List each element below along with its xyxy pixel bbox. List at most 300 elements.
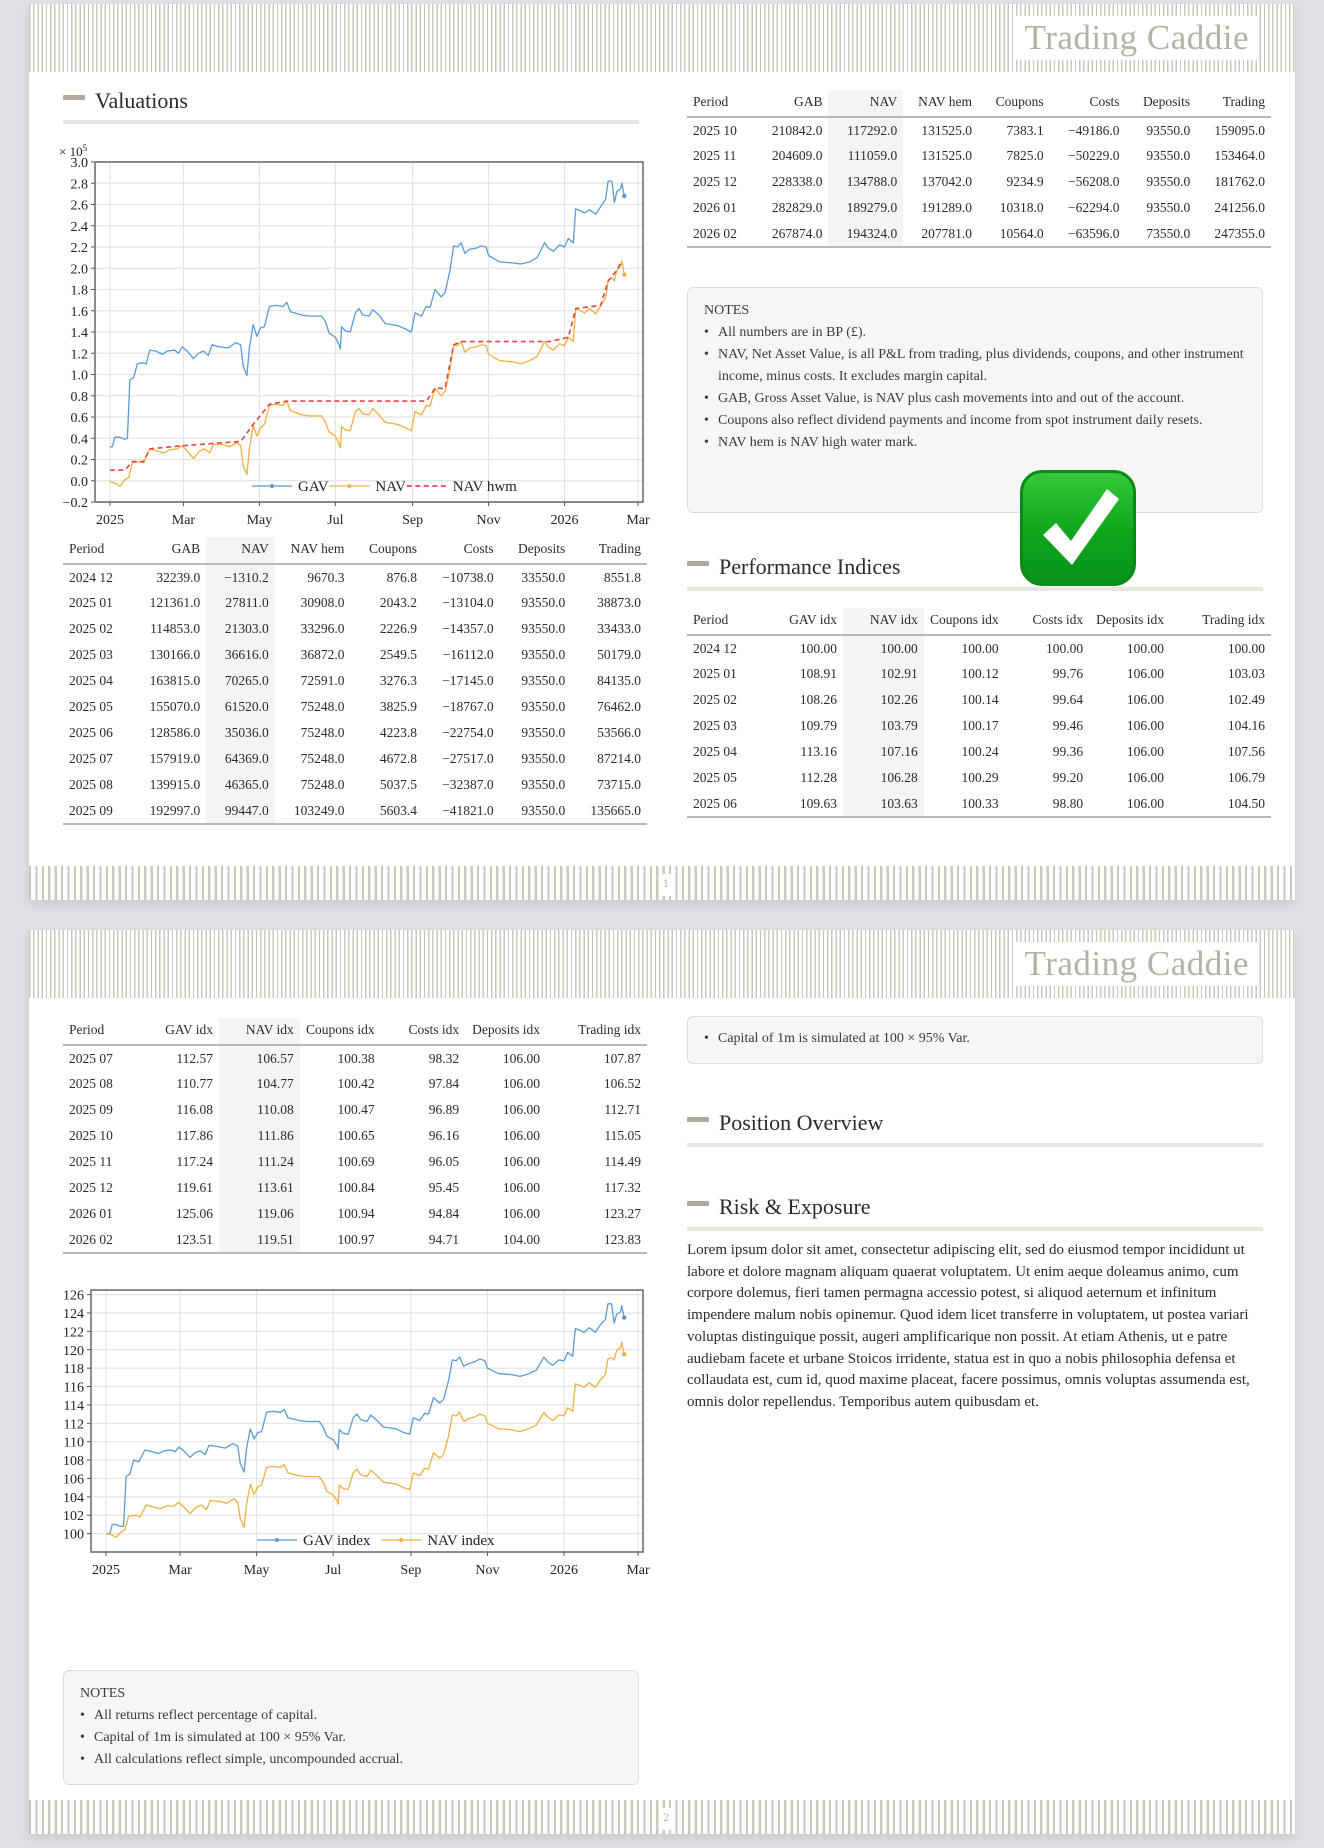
table-cell: 282829.0: [771, 200, 823, 215]
table-cell: −63596.0: [1067, 225, 1120, 241]
table-row: [63, 590, 647, 616]
table-header-row: [63, 1018, 647, 1045]
table-cell: 2025 01: [69, 595, 113, 610]
table-cell: 8551.8: [603, 569, 641, 585]
note-item: • All numbers are in BP (£).: [704, 322, 1246, 344]
table-cell: 163815.0: [149, 673, 201, 688]
column-header: Deposits idx: [1096, 612, 1164, 627]
table-cell: 104.16: [1227, 718, 1265, 733]
table-cell: 99.76: [1052, 666, 1084, 681]
table-cell: 106.00: [1126, 770, 1164, 785]
table-cell: 241256.0: [1214, 200, 1265, 215]
column-header: Costs: [463, 541, 494, 556]
section-heading-valuations: [63, 88, 663, 118]
table-cell: 36872.0: [300, 647, 345, 662]
table-row: [63, 798, 647, 824]
table-cell: 876.8: [386, 569, 417, 585]
table-cell: −32387.0: [442, 777, 494, 792]
table-cell: 159095.0: [1214, 122, 1265, 138]
legend-marker: [275, 1538, 279, 1542]
y-tick-label: 3.0: [70, 156, 88, 171]
y-tick-label: 122: [63, 1325, 84, 1341]
table-cell: 100.97: [337, 1231, 375, 1247]
table-cell: 33550.0: [521, 569, 566, 585]
y-tick-label: 2.0: [70, 262, 88, 278]
y-tick-label: 0.8: [70, 389, 88, 405]
column-header: Period: [693, 94, 729, 109]
table-cell: 207781.0: [921, 225, 972, 241]
table-cell: 2024 12: [693, 640, 737, 656]
x-tick-label: 2025: [92, 1563, 121, 1578]
table-cell: 119.51: [219, 1227, 300, 1253]
table-cell: 192997.0: [149, 802, 201, 818]
heading-dash-icon: [687, 1117, 709, 1122]
table-cell: 50179.0: [597, 647, 641, 662]
legend-label: NAV hwm: [452, 479, 517, 495]
y-tick-label: 114: [63, 1398, 84, 1414]
column-header: Costs idx: [408, 1022, 460, 1037]
table-cell: 2025 03: [693, 718, 737, 733]
section-heading-performance-indices: [687, 554, 1087, 584]
brand-title: Trading Caddie: [1015, 942, 1259, 986]
table-cell: 228338.0: [771, 174, 823, 189]
table-cell: 155070.0: [149, 699, 201, 714]
table-row: [63, 642, 647, 668]
table-cell: 114853.0: [150, 621, 201, 636]
table-cell: 157919.0: [149, 751, 201, 766]
section-title-text: Risk & Exposure: [719, 1194, 871, 1219]
table-row: [687, 661, 1271, 687]
table-cell: 75248.0: [300, 725, 345, 740]
table-cell: 2043.2: [379, 595, 417, 610]
table-cell: 100.24: [961, 744, 999, 759]
column-header: GAV idx: [789, 612, 838, 627]
column-header: NAV idx: [219, 1018, 300, 1045]
table-cell: 106.00: [502, 1206, 540, 1221]
table-cell: 94.84: [428, 1206, 460, 1221]
table-cell: 99.36: [1052, 744, 1084, 759]
section-heading-risk-exposure: [687, 1194, 1087, 1224]
table-cell: 2026 01: [69, 1206, 113, 1221]
table-cell: 2025 12: [69, 1180, 113, 1195]
x-tick-label: Mar: [626, 1563, 650, 1578]
x-tick-label: May: [243, 1563, 270, 1578]
table-cell: 2549.5: [379, 647, 417, 662]
column-header: NAV hem: [290, 541, 345, 556]
table-cell: 189279.0: [828, 195, 903, 221]
table-cell: 100.33: [961, 795, 999, 811]
table-cell: 72591.0: [300, 673, 345, 688]
x-tick-label: Mar: [168, 1563, 192, 1578]
table-cell: 2025 02: [69, 621, 113, 636]
table-cell: 106.00: [502, 1128, 540, 1143]
table-cell: 93550.0: [521, 699, 566, 714]
y-tick-label: −0.2: [62, 496, 88, 511]
column-header: NAV hem: [918, 94, 972, 109]
table-cell: 4223.8: [379, 725, 417, 740]
table-cell: −27517.0: [442, 751, 494, 766]
table-cell: 100.14: [961, 692, 999, 707]
table-cell: 102.91: [843, 661, 924, 687]
table-cell: 73715.0: [597, 777, 641, 792]
x-tick-label: 2026: [549, 1563, 578, 1578]
section-title-text: Valuations: [95, 88, 188, 113]
section-rule: [63, 120, 639, 124]
table-cell: 100.47: [337, 1102, 375, 1117]
table-row: [63, 746, 647, 772]
table-cell: 2025 09: [69, 1102, 113, 1117]
table-cell: 100.00: [799, 640, 838, 656]
table-cell: 153464.0: [1214, 148, 1265, 163]
table-row: [687, 687, 1271, 713]
table-cell: 100.00: [1045, 640, 1084, 656]
table-cell: 103.79: [843, 713, 924, 739]
table-cell: −14357.0: [442, 621, 494, 636]
risk-paragraph: Lorem ipsum dolor sit amet, consectetur adipiscing elit, sed do eiusmod tempor incididunt ut labore et dolore magnam aliquam quaerat voluptatem. Ut enim aeque doleamus animo, cum corpore dolemus, fieri tamen permagna accessio potest, si aliquod aeternum et infinitum impendere malum nobis opinemur. Quod idem licet transferre in voluptatem, ut postea variari voluptas distinguique possit, augeri amplificarique non possit. At etiam Athenis, ut e patre audiebam facete et urbane Stoicos irridente, statua est in quo a nobis philosophia defensa et collaudata est, cum id, quod maxime placeat, facere possimus, omnis voluptas assumenda est, omnis dolor repellendus. Temporibus autem quibusdam et.: [687, 1242, 1250, 1410]
column-header: GAB: [171, 541, 201, 556]
table-cell: 98.32: [428, 1050, 460, 1066]
legend-label: GAV index: [303, 1533, 371, 1549]
table-cell: 70265.0: [206, 668, 275, 694]
series-line-nav-index: [106, 1342, 624, 1537]
table-cell: −50229.0: [1067, 148, 1120, 163]
table-cell: 111.24: [219, 1149, 300, 1175]
column-header: Coupons idx: [306, 1022, 375, 1037]
table-cell: 75248.0: [300, 751, 345, 766]
table-row: [63, 1149, 647, 1175]
section-rule: [687, 1143, 1263, 1147]
table-cell: 93550.0: [521, 802, 566, 818]
table-cell: 99447.0: [206, 798, 275, 824]
table-cell: 75248.0: [300, 777, 345, 792]
table-cell: 204609.0: [771, 148, 823, 163]
note-item: • All calculations reflect simple, uncompounded accrual.: [80, 1749, 622, 1771]
table-cell: 33296.0: [300, 621, 345, 636]
valuations-table-part1: [63, 537, 647, 825]
table-cell: 38873.0: [597, 595, 641, 610]
section-title-text: Performance Indices: [719, 554, 901, 579]
table-cell: 100.00: [1227, 640, 1265, 656]
note-item: • All returns reflect percentage of capital.: [80, 1705, 622, 1727]
table-cell: 2025 07: [69, 1050, 113, 1066]
table-cell: 112.71: [604, 1102, 641, 1117]
table-cell: 53566.0: [597, 725, 641, 740]
table-cell: 106.00: [502, 1050, 540, 1066]
note-item: • GAB, Gross Asset Value, is NAV plus cash movements into and out of the account.: [704, 388, 1246, 410]
y-tick-label: 0.0: [70, 474, 88, 490]
table-cell: 135665.0: [590, 802, 641, 818]
y-tick-label: 106: [63, 1472, 84, 1488]
y-tick-label: 1.8: [70, 283, 88, 299]
heading-dash-icon: [63, 95, 85, 100]
table-cell: 95.45: [428, 1180, 460, 1195]
table-cell: 112.57: [176, 1050, 214, 1066]
table-cell: 106.00: [502, 1102, 540, 1117]
table-row: [687, 117, 1271, 143]
table-cell: 2025 08: [69, 1076, 113, 1091]
report-page-1: [29, 4, 1295, 900]
table-header-row: [687, 90, 1271, 117]
column-header: Deposits: [1142, 94, 1191, 109]
table-cell: 2025 04: [69, 673, 113, 688]
table-cell: 2025 04: [693, 744, 737, 759]
table-row: [63, 694, 647, 720]
table-cell: 100.12: [961, 666, 999, 681]
table-cell: 32239.0: [156, 569, 201, 585]
table-row: [63, 1201, 647, 1227]
table-cell: 104.50: [1227, 795, 1265, 811]
notes-heading: NOTES: [704, 303, 750, 318]
table-cell: 2026 01: [693, 200, 737, 215]
table-cell: 93550.0: [521, 595, 566, 610]
y-tick-label: 112: [63, 1417, 84, 1433]
legend-marker: [270, 484, 274, 488]
table-cell: −56208.0: [1067, 174, 1120, 189]
series-end-marker: [622, 1352, 626, 1356]
table-cell: 109.79: [799, 718, 838, 733]
table-cell: 2025 03: [69, 647, 113, 662]
column-header: Coupons idx: [930, 612, 999, 627]
valuations-notes-box: [687, 287, 1263, 513]
table-cell: −41821.0: [442, 802, 494, 818]
y-tick-label: 118: [63, 1362, 84, 1378]
chart-legend: [257, 1533, 495, 1549]
table-row: [63, 668, 647, 694]
notes-heading: NOTES: [80, 1686, 126, 1701]
table-cell: 100.94: [337, 1206, 375, 1221]
series-end-marker: [622, 1315, 626, 1319]
table-cell: 46365.0: [206, 772, 275, 798]
series-line-gav-index: [106, 1304, 624, 1534]
x-tick-label: 2025: [95, 513, 124, 528]
table-cell: 2025 02: [693, 692, 737, 707]
table-cell: 73550.0: [1146, 225, 1191, 241]
table-cell: 2025 11: [693, 148, 737, 163]
x-tick-label: Nov: [475, 1563, 500, 1578]
column-header: Deposits: [518, 541, 566, 556]
column-header: Coupons: [995, 94, 1044, 109]
table-row: [687, 739, 1271, 765]
y-multiplier-label: × $10^5$: [59, 143, 88, 159]
series-line-gav: [110, 181, 624, 447]
table-cell: 99.46: [1052, 718, 1084, 733]
table-row: [687, 195, 1271, 221]
grid: [95, 162, 643, 502]
table-cell: 106.52: [603, 1076, 641, 1091]
table-cell: 103.63: [843, 791, 924, 817]
table-cell: 110.08: [219, 1097, 300, 1123]
table-cell: −1310.2: [206, 564, 275, 590]
table-cell: 100.00: [961, 640, 999, 656]
series-line-nav: [110, 261, 624, 486]
table-cell: 106.00: [1126, 795, 1164, 811]
notes-list: [704, 322, 1246, 454]
table-cell: 111.86: [219, 1123, 300, 1149]
x-tick-label: Jul: [327, 513, 344, 528]
column-header: Costs idx: [1032, 612, 1084, 627]
table-cell: 87214.0: [597, 751, 641, 766]
x-tick-label: Sep: [402, 513, 424, 528]
column-header: GAB: [793, 94, 823, 109]
brand-title: Trading Caddie: [1015, 16, 1259, 60]
table-cell: 7825.0: [1006, 148, 1044, 163]
table-cell: 2025 06: [693, 795, 737, 811]
table-cell: 93550.0: [1146, 200, 1191, 215]
indices-notes-box: [63, 1670, 639, 1785]
table-cell: 117.32: [604, 1180, 641, 1195]
series-end-marker: [622, 194, 626, 198]
table-cell: 106.00: [502, 1076, 540, 1091]
y-tick-label: 104: [63, 1490, 84, 1506]
section-rule: [687, 1227, 1263, 1231]
table-cell: 96.89: [428, 1102, 460, 1117]
column-header: Costs: [1089, 94, 1120, 109]
valuations-chart: [51, 134, 671, 534]
table-cell: −10738.0: [442, 569, 494, 585]
table-cell: 5603.4: [379, 802, 417, 818]
table-cell: 110.77: [176, 1076, 214, 1091]
table-cell: 106.00: [1126, 744, 1164, 759]
y-tick-label: 1.2: [70, 347, 88, 363]
table-cell: 93550.0: [521, 647, 566, 662]
table-cell: 119.61: [176, 1180, 214, 1195]
legend-label: GAV: [298, 479, 329, 495]
series-end-marker: [622, 272, 626, 276]
table-cell: 130166.0: [149, 647, 201, 662]
table-cell: −49186.0: [1067, 122, 1120, 138]
table-cell: 3276.3: [379, 673, 417, 688]
column-header: Deposits idx: [472, 1022, 540, 1037]
y-tick-label: 2.2: [70, 241, 88, 256]
legend-marker: [399, 1538, 403, 1542]
table-cell: 194324.0: [828, 221, 903, 247]
table-cell: 106.00: [502, 1180, 540, 1195]
y-tick-label: 120: [63, 1343, 84, 1359]
table-cell: 93550.0: [521, 777, 566, 792]
table-cell: 117292.0: [828, 117, 903, 143]
table-cell: 103249.0: [293, 802, 345, 818]
table-cell: 210842.0: [771, 122, 823, 138]
table-cell: 102.26: [843, 687, 924, 713]
valuations-table-part2: [687, 90, 1271, 248]
table-row: [687, 635, 1271, 661]
report-page-2: [29, 930, 1295, 1834]
table-cell: 2026 02: [693, 225, 737, 241]
table-cell: 131525.0: [921, 122, 972, 138]
table-cell: 109.63: [799, 795, 838, 811]
heading-dash-icon: [687, 561, 709, 566]
table-cell: 137042.0: [921, 174, 972, 189]
table-cell: 2025 07: [69, 751, 113, 766]
table-cell: 21303.0: [206, 616, 275, 642]
x-tick-label: Nov: [476, 513, 501, 528]
table-cell: 117.86: [176, 1128, 214, 1143]
table-cell: 94.71: [428, 1231, 460, 1247]
table-cell: 107.87: [603, 1050, 641, 1066]
table-row: [687, 143, 1271, 169]
y-tick-label: 0.2: [70, 453, 88, 469]
y-tick-label: 102: [63, 1509, 84, 1525]
table-cell: 2025 10: [693, 122, 737, 138]
table-row: [63, 1071, 647, 1097]
table-cell: 123.27: [603, 1206, 641, 1221]
table-cell: 106.28: [843, 765, 924, 791]
column-header: Coupons: [368, 541, 417, 556]
table-cell: 99.20: [1052, 770, 1084, 785]
table-cell: 108.91: [799, 666, 838, 681]
table-cell: 64369.0: [206, 746, 275, 772]
table-cell: −17145.0: [442, 673, 494, 688]
table-cell: 107.56: [1227, 744, 1265, 759]
table-cell: 123.51: [175, 1231, 214, 1247]
column-header: Period: [693, 612, 729, 627]
legend-label: NAV: [375, 479, 406, 495]
table-cell: 117.24: [176, 1154, 214, 1169]
table-cell: 121361.0: [149, 595, 201, 610]
table-cell: 113.16: [800, 744, 838, 759]
table-cell: 2025 06: [69, 725, 113, 740]
table-cell: 93550.0: [1146, 122, 1191, 138]
table-cell: 2025 11: [69, 1154, 113, 1169]
table-cell: 84135.0: [597, 673, 641, 688]
y-tick-label: 2.8: [70, 177, 88, 193]
page-number: 1: [659, 874, 673, 896]
note-item: • Capital of 1m is simulated at 100 × 95% Var.: [80, 1727, 622, 1749]
table-cell: 113.61: [219, 1175, 300, 1201]
x-tick-label: Mar: [626, 513, 650, 528]
table-cell: 100.38: [337, 1050, 375, 1066]
table-cell: 116.08: [176, 1102, 214, 1117]
column-header: Trading idx: [1202, 612, 1265, 627]
table-header-row: [63, 537, 647, 564]
y-tick-label: 1.6: [70, 304, 88, 320]
table-cell: 2025 05: [69, 699, 113, 714]
table-cell: 119.06: [219, 1201, 300, 1227]
x-tick-label: Mar: [171, 513, 196, 528]
legend-marker: [347, 484, 351, 488]
table-cell: 27811.0: [206, 590, 275, 616]
x-tick-label: May: [246, 513, 273, 528]
table-cell: 2024 12: [69, 569, 113, 585]
note-item: • NAV, Net Asset Value, is all P&L from trading, plus dividends, coupons, and other instrument income, minus costs. It excludes margin capital.: [704, 344, 1246, 388]
table-cell: 2025 09: [69, 802, 113, 818]
table-cell: 104.77: [219, 1071, 300, 1097]
chart-legend: [252, 479, 517, 495]
capital-note-box: [687, 1016, 1263, 1064]
table-cell: 97.84: [428, 1076, 460, 1091]
column-header: Trading: [598, 541, 641, 556]
y-tick-label: 110: [63, 1435, 84, 1451]
table-cell: 3825.9: [379, 699, 417, 714]
table-cell: 191289.0: [921, 200, 972, 215]
x-tick-label: 2026: [550, 513, 579, 528]
table-cell: 112.28: [800, 770, 838, 785]
table-row: [63, 564, 647, 590]
section-rule: [687, 587, 1263, 591]
table-cell: 96.16: [428, 1128, 460, 1143]
legend-label: NAV index: [427, 1533, 495, 1549]
table-row: [63, 1175, 647, 1201]
table-cell: 30908.0: [300, 595, 345, 610]
table-cell: 107.16: [843, 739, 924, 765]
table-cell: 99.64: [1052, 692, 1084, 707]
table-cell: 7383.1: [1006, 122, 1044, 138]
table-cell: 102.49: [1227, 692, 1265, 707]
column-header: NAV: [828, 90, 903, 117]
table-cell: 36616.0: [206, 642, 275, 668]
table-cell: 4672.8: [379, 751, 417, 766]
table-cell: 106.00: [502, 1154, 540, 1169]
